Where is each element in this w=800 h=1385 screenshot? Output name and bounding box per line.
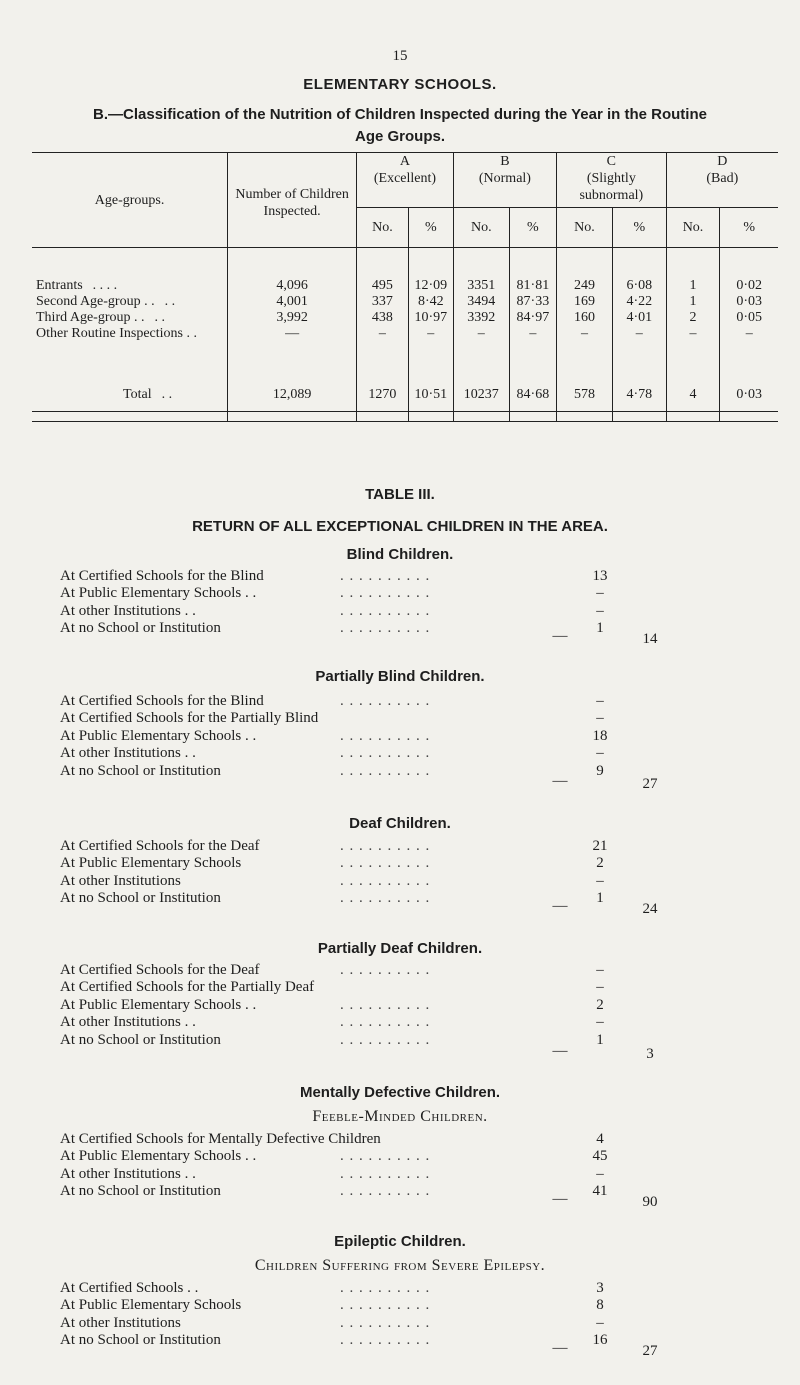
section-total: 24 (642, 901, 658, 917)
percent-cell: 10·51 (408, 380, 453, 412)
section-title: Blind Children. (346, 546, 454, 563)
count-cell: – (453, 326, 509, 342)
count-cell: 169 (557, 294, 613, 310)
count-cell: 3494 (453, 294, 509, 310)
list-item-value: 4 (596, 1131, 604, 1147)
list-item-value: – (596, 602, 604, 619)
section-rule: — (552, 1043, 568, 1059)
section-title: Epileptic Children. (334, 1233, 466, 1250)
percent-cell: 84·68 (509, 380, 556, 412)
percent-cell: 0·03 (720, 380, 778, 412)
percent-cell: 4·22 (612, 294, 666, 310)
table-row (32, 310, 778, 326)
count-cell: 1 (666, 294, 720, 310)
leader-dots: . . . . . . . . . . (340, 1148, 431, 1165)
list-item (60, 1032, 620, 1052)
list-item-value: 1 (596, 620, 604, 637)
list-item-label: At Public Elementary Schools (60, 1297, 242, 1314)
percent-cell: 6·08 (612, 278, 666, 294)
section-title: Mentally Defective Children. (299, 1084, 501, 1101)
list-item-label: At no School or Institution (60, 620, 221, 637)
section-total: 90 (642, 1194, 658, 1210)
row-label (32, 310, 228, 326)
list-item-label: At other Institutions . . (60, 1165, 196, 1182)
row-label-text: Third Age-group . . (36, 309, 145, 325)
percent-cell: 12·09 (408, 278, 453, 294)
children-inspected: — (228, 326, 357, 342)
list-item-value: 1 (596, 890, 604, 907)
subheader-no: No. (557, 208, 613, 248)
list-item-label: At Certified Schools for the Blind (60, 568, 264, 584)
list-item-label: At other Institutions (60, 872, 181, 889)
list-item-value: – (596, 1314, 604, 1331)
page-number: 15 (392, 48, 408, 64)
list-item-value: 1 (596, 1031, 604, 1048)
list-item-value: 2 (596, 996, 604, 1013)
total-row (32, 380, 778, 412)
section-rule: — (552, 628, 568, 644)
group-d-desc: (Bad) (706, 171, 739, 186)
list-item-value: – (596, 585, 604, 602)
row-label-text: Second Age-group . . (36, 293, 155, 309)
list-item-label: At Certified Schools for the Deaf (60, 962, 260, 978)
list-item-label: At no School or Institution (60, 762, 221, 779)
list-item-value: 13 (592, 568, 608, 584)
caption-line-1: B.—Classification of the Nutrition of Children Inspected during the Year in the Routine (93, 106, 707, 123)
group-c-letter: C (606, 154, 616, 169)
row-label-text: Total (123, 387, 152, 403)
group-d-letter: D (717, 154, 728, 169)
count-cell: 4 (666, 380, 720, 412)
total-label (32, 380, 228, 412)
leader-dots: . . . . . . . . . . (340, 1297, 431, 1314)
leader-dots: . . (154, 309, 165, 325)
count-cell: 249 (557, 278, 613, 294)
list-item-label: At no School or Institution (60, 890, 221, 907)
leader-dots: . . . . . . . . . . (340, 602, 431, 619)
leader-dots: . . . . . . . . . . (340, 1332, 431, 1349)
header-group-a (357, 153, 454, 208)
leader-dots: . . . . . . . . . . (340, 838, 431, 854)
list-item-value: 18 (592, 727, 608, 744)
caption-line-2: Age Groups. (354, 128, 445, 145)
list-item-label: At Certified Schools for the Partially Blind (60, 710, 319, 727)
count-cell: 578 (557, 380, 613, 412)
percent-cell: 81·81 (509, 278, 556, 294)
list-item-value: 21 (592, 838, 608, 854)
list-item-label: At other Institutions . . (60, 1014, 196, 1031)
leader-dots: . . . . . . . . . . (340, 585, 431, 602)
leader-dots: . . . . . . . . . . (340, 1183, 431, 1200)
leader-dots: . . . . . . . . . . (340, 855, 431, 872)
list-item-value: 45 (592, 1148, 608, 1165)
section-total: 27 (642, 1343, 658, 1359)
section-total: 14 (642, 631, 658, 647)
count-cell: 337 (357, 294, 409, 310)
percent-cell: 4·78 (612, 380, 666, 412)
count-cell: 1 (666, 278, 720, 294)
percent-cell: – (509, 326, 556, 342)
section-rule: — (552, 898, 568, 914)
count-cell: 3392 (453, 310, 509, 326)
leader-dots: . . . . . . . . . . (340, 568, 431, 584)
row-label (32, 326, 228, 342)
leader-dots: . . . . . . . . . . (340, 620, 431, 637)
row-label-text: Other Routine Inspections . . (36, 325, 197, 341)
list-item-label: At other Institutions . . (60, 745, 196, 762)
row-label (32, 294, 228, 310)
section-rule: — (552, 1191, 568, 1207)
list-item-value: – (596, 745, 604, 762)
list-item-label: At Public Elementary Schools . . (60, 727, 257, 744)
list-item-value: 16 (592, 1332, 608, 1349)
list-item-label: At other Institutions . . (60, 602, 196, 619)
list-item-label: At Certified Schools for the Blind (60, 693, 264, 709)
leader-dots: . . . . . . . . . . (340, 745, 431, 762)
count-cell: 10237 (453, 380, 509, 412)
leader-dots: . . . . . . . . . . (340, 762, 431, 779)
children-inspected: 4,096 (228, 278, 357, 294)
subheader-no: No. (357, 208, 409, 248)
percent-cell: 0·05 (720, 310, 778, 326)
group-b-letter: B (500, 154, 510, 169)
children-inspected: 12,089 (228, 380, 357, 412)
percent-cell: 10·97 (408, 310, 453, 326)
subheader-pct: % (509, 208, 556, 248)
leader-dots: . . . . (92, 277, 118, 293)
list-item-value: 8 (596, 1297, 604, 1314)
count-cell: 2 (666, 310, 720, 326)
list-item-label: At Certified Schools for the Partially Deaf (60, 979, 315, 996)
leader-dots: . . . . . . . . . . (340, 962, 431, 978)
list-item-value: – (596, 710, 604, 727)
section-subtitle: Feeble-Minded Children. (312, 1108, 488, 1125)
header-group-d (666, 153, 778, 208)
section-subtitle: Children Suffering from Severe Epilepsy. (254, 1257, 546, 1274)
count-cell: – (557, 326, 613, 342)
row-label-text: Entrants (36, 277, 83, 293)
section-title: Partially Deaf Children. (317, 940, 483, 957)
list-item-label: At other Institutions (60, 1314, 181, 1331)
percent-cell: 8·42 (408, 294, 453, 310)
list-item-value: – (596, 962, 604, 978)
group-a-letter: A (399, 154, 411, 169)
list-item-label: At no School or Institution (60, 1031, 221, 1048)
section-total: 27 (642, 776, 658, 792)
leader-dots: . . . . . . . . . . (340, 727, 431, 744)
list-item-label: At Public Elementary Schools . . (60, 585, 257, 602)
list-item (60, 763, 620, 783)
section-title: Partially Blind Children. (315, 668, 485, 685)
table-iii-title: TABLE III. (365, 486, 435, 503)
percent-cell: 87·33 (509, 294, 556, 310)
header-group-c (557, 153, 667, 208)
section-rule: — (552, 1340, 568, 1356)
subheader-pct: % (720, 208, 778, 248)
group-b-desc: (Normal) (478, 171, 531, 186)
list-item-value: – (596, 1014, 604, 1031)
list-item (60, 1332, 620, 1352)
list-item-label: At Certified Schools for the Deaf (60, 838, 260, 854)
nutrition-table (32, 152, 778, 422)
list-item-label: At Certified Schools . . (60, 1280, 199, 1296)
count-cell: 495 (357, 278, 409, 294)
list-item-value: 3 (596, 1280, 604, 1296)
subheader-no: No. (453, 208, 509, 248)
leader-dots: . . (161, 387, 173, 403)
children-inspected: 4,001 (228, 294, 357, 310)
leader-dots: . . . . . . . . . . (340, 1014, 431, 1031)
table-caption (0, 104, 800, 148)
children-inspected: 3,992 (228, 310, 357, 326)
table-row (32, 294, 778, 310)
page-heading: ELEMENTARY SCHOOLS. (303, 76, 497, 93)
list-item-value: 2 (596, 855, 604, 872)
subheader-no: No. (666, 208, 720, 248)
leader-dots: . . . . . . . . . . (340, 1314, 431, 1331)
leader-dots: . . . . . . . . . . (340, 1165, 431, 1182)
leader-dots: . . . . . . . . . . (340, 872, 431, 889)
table-row (32, 326, 778, 342)
percent-cell: 0·02 (720, 278, 778, 294)
percent-cell: 0·03 (720, 294, 778, 310)
subheader-pct: % (408, 208, 453, 248)
list-item-label: At Public Elementary Schools (60, 855, 242, 872)
count-cell: 1270 (357, 380, 409, 412)
list-item-value: – (596, 1165, 604, 1182)
list-item (60, 890, 620, 910)
group-c-desc: (Slightly subnormal) (579, 171, 644, 203)
list-item-value: – (596, 693, 604, 709)
list-item-label: At Public Elementary Schools . . (60, 996, 257, 1013)
list-item (60, 620, 620, 640)
percent-cell: – (408, 326, 453, 342)
header-group-b (453, 153, 556, 208)
count-cell: – (357, 326, 409, 342)
count-cell: – (666, 326, 720, 342)
list-item-value: 41 (592, 1183, 608, 1200)
subheader-pct: % (612, 208, 666, 248)
leader-dots: . . . . . . . . . . (340, 1280, 431, 1296)
count-cell: 438 (357, 310, 409, 326)
leader-dots: . . . . . . . . . . (340, 693, 431, 709)
table-row (32, 278, 778, 294)
header-number-inspected: Number of Children Inspected. (228, 153, 357, 248)
count-cell: 160 (557, 310, 613, 326)
count-cell: 3351 (453, 278, 509, 294)
list-item-value: 9 (596, 762, 604, 779)
leader-dots: . . . . . . . . . . (340, 1031, 431, 1048)
leader-dots: . . (164, 293, 176, 309)
list-item-label: At no School or Institution (60, 1183, 221, 1200)
leader-dots: . . . . . . . . . . (340, 996, 431, 1013)
section-title: Deaf Children. (349, 815, 451, 832)
section-total: 3 (646, 1046, 654, 1062)
list-item-label: At Certified Schools for Mentally Defective Children (60, 1131, 381, 1147)
percent-cell: – (720, 326, 778, 342)
percent-cell: – (612, 326, 666, 342)
percent-cell: 84·97 (509, 310, 556, 326)
leader-dots: . . . . . . . . . . (340, 890, 431, 907)
group-a-desc: (Excellent) (373, 171, 437, 186)
list-item-label: At no School or Institution (60, 1332, 221, 1349)
header-age-groups: Age-groups. (32, 153, 228, 248)
row-label (32, 278, 228, 294)
list-item (60, 1183, 620, 1203)
nutrition-rows (32, 248, 778, 422)
list-item-value: – (596, 872, 604, 889)
list-item-value: – (596, 979, 604, 996)
table-iii-subtitle: RETURN OF ALL EXCEPTIONAL CHILDREN IN THE AREA. (192, 518, 608, 535)
section-rule: — (552, 773, 568, 789)
list-item-label: At Public Elementary Schools . . (60, 1148, 257, 1165)
percent-cell: 4·01 (612, 310, 666, 326)
